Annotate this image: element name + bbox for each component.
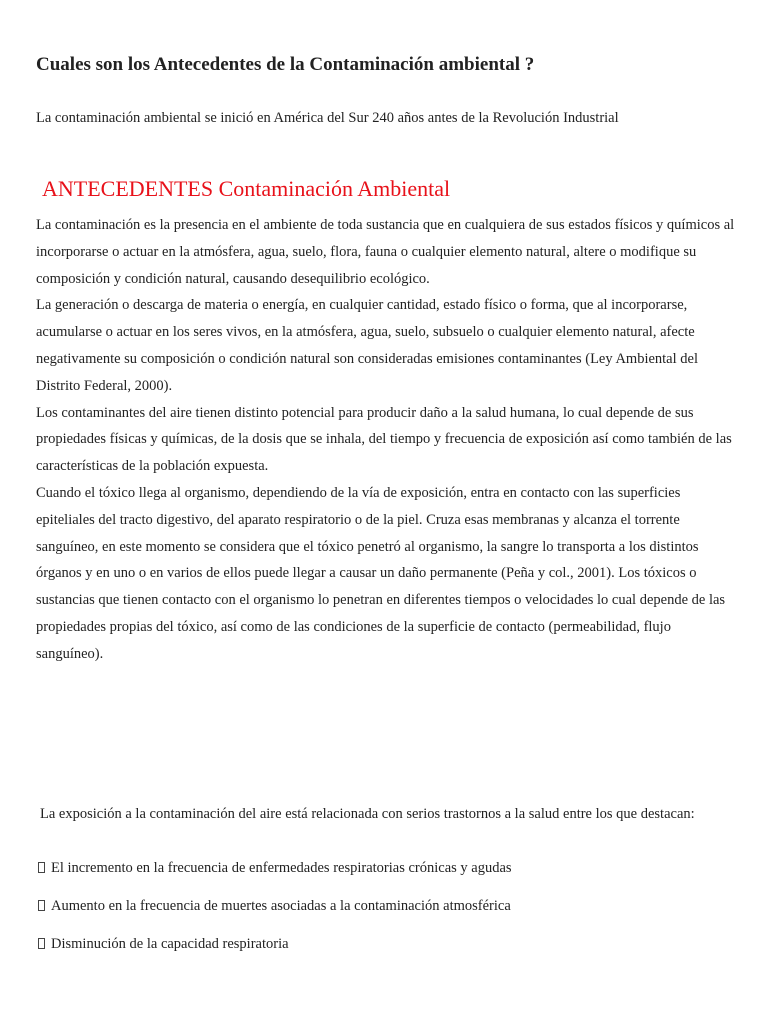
list-item-text: El incremento en la frecuencia de enfermedades respiratorias crónicas y agudas [51, 860, 512, 876]
section-heading: ANTECEDENTES Contaminación Ambiental [42, 176, 451, 201]
missing-glyph-icon [38, 862, 45, 873]
paragraph: La contaminación es la presencia en el ambiente de toda sustancia que en cualquiera de sus estados físicos y químicos al incorporarse o actuar en la atmósfera, agua, suelo, flora, fauna o cualquier elemento natural, altere o modifique su composición y condición natural, causando desequilibrio ecológico. [36, 217, 735, 287]
exposure-text: La exposición a la contaminación del aire está relacionada con serios trastornos a la salud entre los que destacan: [40, 806, 695, 822]
missing-glyph-icon [38, 938, 45, 949]
paragraph: La generación o descarga de materia o energía, en cualquier cantidad, estado físico o forma, que al incorporarse, acumularse o actuar en los seres vivos, en la atmósfera, agua, suelo, subsuelo o cualquier elemento natural, afecte negativamente su composición o condición natural son consideradas emisiones contaminantes (Ley Ambiental del Distrito Federal, 2000). [36, 297, 698, 394]
list-item [36, 934, 512, 972]
list-item [36, 896, 512, 934]
missing-glyph-icon [38, 900, 45, 911]
body-text [36, 212, 736, 668]
list-item [36, 858, 512, 896]
intro-text: La contaminación ambiental se inició en América del Sur 240 años antes de la Revolución Industrial [36, 110, 619, 126]
page-title: Cuales son los Antecedentes de la Contaminación ambiental ? [36, 54, 535, 75]
bullet-list [36, 858, 512, 972]
list-item-text: Aumento en la frecuencia de muertes asociadas a la contaminación atmosférica [51, 898, 511, 914]
list-item-text: Disminución de la capacidad respiratoria [51, 936, 289, 952]
paragraph: Los contaminantes del aire tienen distinto potencial para producir daño a la salud humana, lo cual depende de sus propiedades físicas y químicas, de la dosis que se inhala, del tiempo y frecuencia de exposición así como también de las características de la población expuesta. [36, 404, 732, 475]
paragraph: Cuando el tóxico llega al organismo, dependiendo de la vía de exposición, entra en contacto con las superficies epiteliales del tracto digestivo, del aparato respiratorio o de la piel. Cruza esas membranas y alcanza el torrente sanguíneo, en este momento se considera que el tóxico penetró al organismo, la sangre lo transporta a los distintos órganos y en uno o en varios de ellos puede llegar a causar un daño permanente (Peña y col., 2001). Los tóxicos o sustancias que tienen contacto con el organismo lo penetran en diferentes tiempos o velocidades lo cual depende de las propiedades propias del tóxico, así como de las condiciones de la superficie de contacto (permeabilidad, flujo sanguíneo). [36, 484, 726, 662]
